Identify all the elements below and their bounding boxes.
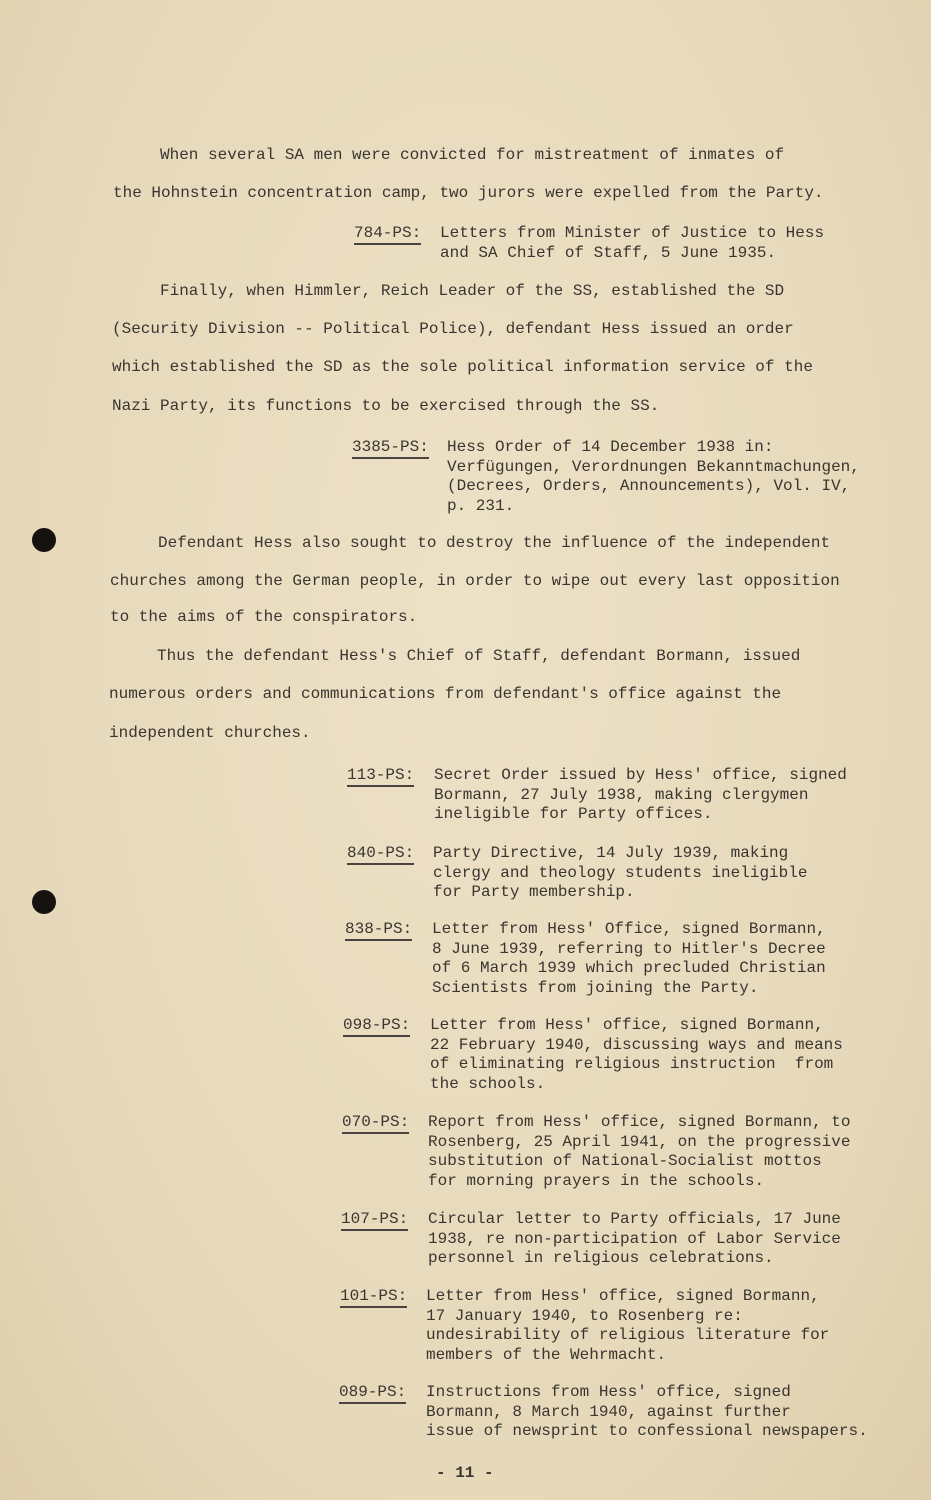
paragraph-line: the Hohnstein concentration camp, two jurors were expelled from the Party. (113, 184, 824, 202)
paragraph-line: independent churches. (109, 724, 311, 742)
paragraph-line: to the aims of the conspirators. (110, 608, 418, 626)
page-number: - 11 - (436, 1464, 494, 1482)
citation-line: Letters from Minister of Justice to Hess (440, 224, 825, 242)
citation-line: Rosenberg, 25 April 1941, on the progressive (428, 1132, 851, 1151)
citation-line: of eliminating religious instruction from (430, 1055, 834, 1073)
paragraph-line: Thus the defendant Hess's Chief of Staff, defendant Bormann, issued (157, 647, 801, 665)
citation-line: clergy and theology students ineligible (433, 863, 808, 882)
citation-line: for Party membership. (433, 883, 635, 901)
citation-line: personnel in religious celebrations. (428, 1249, 774, 1267)
citation-line: 1938, re non-participation of Labor Service (428, 1229, 841, 1248)
citation-line: Verfügungen, Verordnungen Bekanntmachungen, (447, 457, 860, 476)
citation-line: Bormann, 8 March 1940, against further (426, 1402, 791, 1421)
paragraph-line: Nazi Party, its functions to be exercised through the SS. (112, 397, 660, 415)
citation-line: substitution of National-Socialist mottos (428, 1152, 822, 1170)
citation-line: issue of newsprint to confessional newspapers. (426, 1422, 868, 1440)
citation-line: Party Directive, 14 July 1939, making (433, 844, 789, 862)
citation-line: and SA Chief of Staff, 5 June 1935. (440, 243, 777, 262)
citation-line: ineligible for Party offices. (434, 805, 713, 823)
citation-line: Secret Order issued by Hess' office, signed (434, 766, 847, 784)
citation-line: Instructions from Hess' office, signed (426, 1383, 791, 1401)
paragraph-line: numerous orders and communications from defendant's office against the (109, 685, 782, 703)
citation-line: Scientists from joining the Party. (432, 978, 759, 997)
citation-line: 8 June 1939, referring to Hitler's Decree (432, 939, 826, 958)
citation-id: 113-PS: (347, 765, 414, 785)
citation-id: 840-PS: (347, 843, 414, 863)
paragraph-line: When several SA men were convicted for mistreatment of inmates of (160, 146, 785, 164)
citation-id: 070-PS: (342, 1112, 409, 1132)
citation-line: p. 231. (447, 496, 515, 515)
paragraph-line: (Security Division -- Political Police), defendant Hess issued an order (112, 320, 794, 338)
paragraph-line: which established the SD as the sole political information service of the (112, 358, 813, 376)
paragraph-line: churches among the German people, in order to wipe out every last opposition (110, 572, 840, 590)
citation-id: 838-PS: (345, 919, 412, 939)
citation-id: 089-PS: (339, 1382, 406, 1402)
citation-line: undesirability of religious literature for (426, 1326, 830, 1344)
punch-hole (32, 528, 56, 552)
citation-line: Letter from Hess' Office, signed Bormann, (432, 920, 826, 938)
citation-line: 22 February 1940, discussing ways and means (430, 1035, 843, 1054)
citation-line: Letter from Hess' office, signed Bormann, (426, 1287, 820, 1305)
citation-line: Circular letter to Party officials, 17 June (428, 1210, 841, 1228)
citation-id: 3385-PS: (352, 437, 429, 457)
citation-line: the schools. (430, 1074, 546, 1093)
citation-line: Hess Order of 14 December 1938 in: (447, 438, 774, 456)
citation-line: members of the Wehrmacht. (426, 1345, 667, 1364)
citation-line: of 6 March 1939 which precluded Christian (432, 959, 826, 977)
citation-line: 17 January 1940, to Rosenberg re: (426, 1306, 743, 1325)
citation-id: 107-PS: (341, 1209, 408, 1229)
citation-line: Letter from Hess' office, signed Bormann, (430, 1016, 824, 1034)
paragraph-line: Defendant Hess also sought to destroy the influence of the independent (158, 534, 831, 552)
citation-id: 101-PS: (340, 1286, 407, 1306)
citation-line: Bormann, 27 July 1938, making clergymen (434, 785, 809, 804)
paragraph-line: Finally, when Himmler, Reich Leader of the SS, established the SD (160, 282, 785, 300)
citation-line: Report from Hess' office, signed Bormann, to (428, 1113, 851, 1131)
citation-id: 098-PS: (343, 1015, 410, 1035)
citation-line: (Decrees, Orders, Announcements), Vol. IV, (447, 477, 851, 495)
citation-id: 784-PS: (354, 223, 421, 243)
citation-line: for morning prayers in the schools. (428, 1171, 765, 1190)
punch-hole (32, 890, 56, 914)
